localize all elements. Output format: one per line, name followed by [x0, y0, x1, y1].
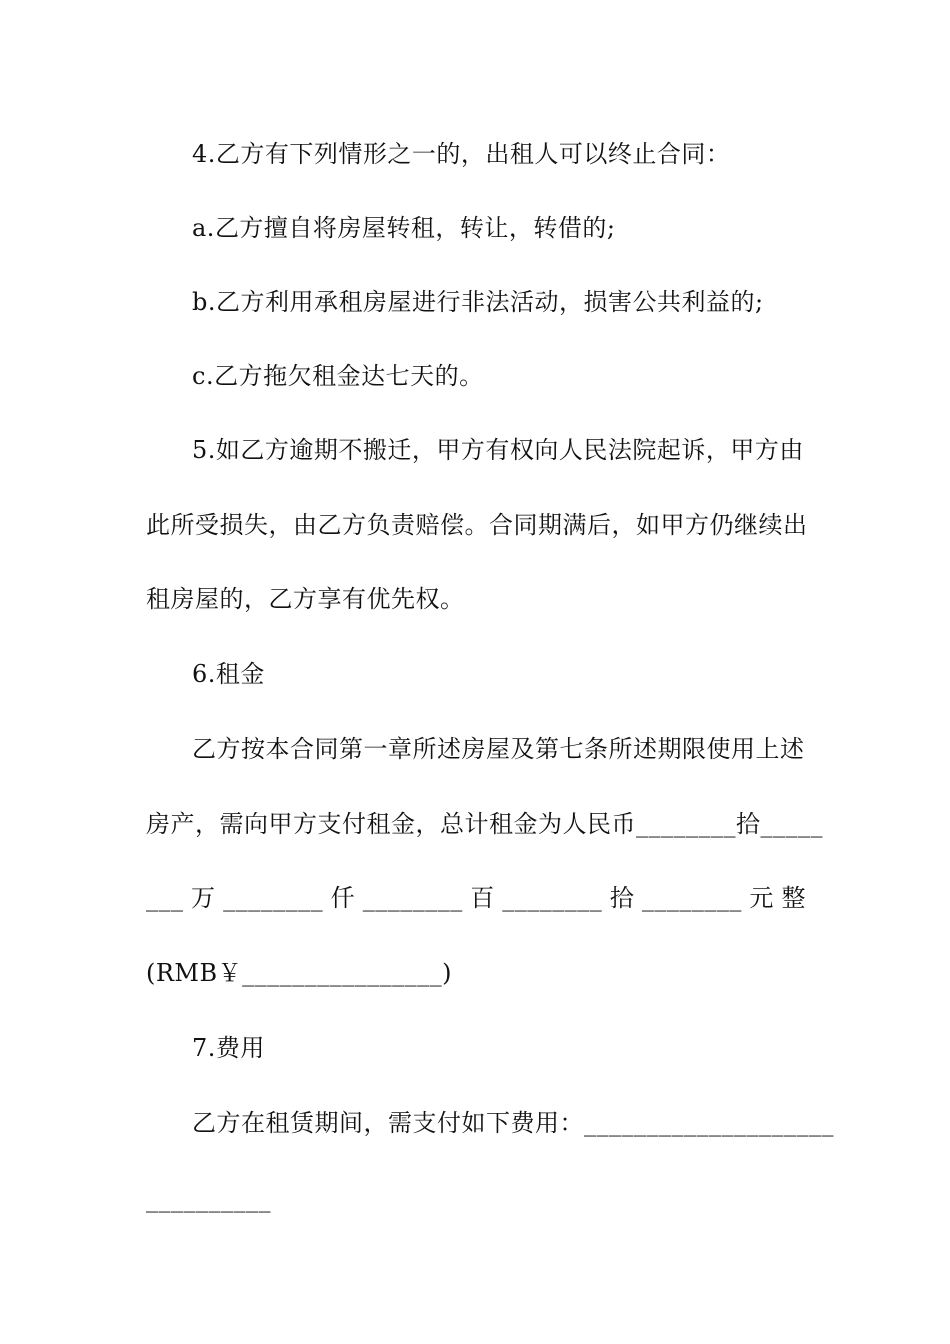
clause-7-line-1: 乙方在租赁期间，需支付如下费用：____________________ [192, 1109, 834, 1137]
clause-4a: a.乙方擅自将房屋转租，转让，转借的; [192, 214, 616, 242]
rent-amount-blanks-row [146, 882, 806, 914]
clause-6-heading: 6.租金 [192, 660, 265, 688]
unit-zheng: 整 [781, 884, 806, 912]
clause-5-line-2: 此所受损失，由乙方负责赔偿。合同期满后，如甲方仍继续出 [146, 511, 808, 539]
clause-4c: c.乙方拖欠租金达七天的。 [192, 362, 484, 390]
clause-6-line-2: 房产，需向甲方支付租金，总计租金为人民币________拾_____ [146, 810, 823, 838]
clause-4-heading: 4.乙方有下列情形之一的，出租人可以终止合同： [192, 140, 731, 168]
clause-6-line-1: 乙方按本合同第一章所述房屋及第七条所述期限使用上述 [192, 735, 805, 763]
blank-field: ________ [223, 884, 324, 912]
clause-5-line-3: 租房屋的，乙方享有优先权。 [146, 585, 465, 613]
clause-7-heading: 7.费用 [192, 1034, 265, 1062]
unit-wan: 万 [191, 884, 216, 912]
blank-field: ________ [362, 884, 463, 912]
blank-field: ________ [502, 884, 603, 912]
unit-yuan: 元 [749, 884, 774, 912]
blank-field: ________ [641, 884, 742, 912]
unit-bai: 百 [470, 884, 495, 912]
clause-7-line-2: __________ [146, 1185, 271, 1213]
clause-4b: b.乙方利用承租房屋进行非法活动，损害公共利益的; [192, 288, 764, 316]
rent-amount-rmb: (RMB￥________________) [146, 959, 453, 987]
blank-field: ___ [146, 884, 184, 912]
unit-shi: 拾 [609, 884, 635, 912]
unit-qian: 仟 [330, 884, 356, 912]
clause-5-line-1: 5.如乙方逾期不搬迁，甲方有权向人民法院起诉，甲方由 [192, 436, 804, 464]
